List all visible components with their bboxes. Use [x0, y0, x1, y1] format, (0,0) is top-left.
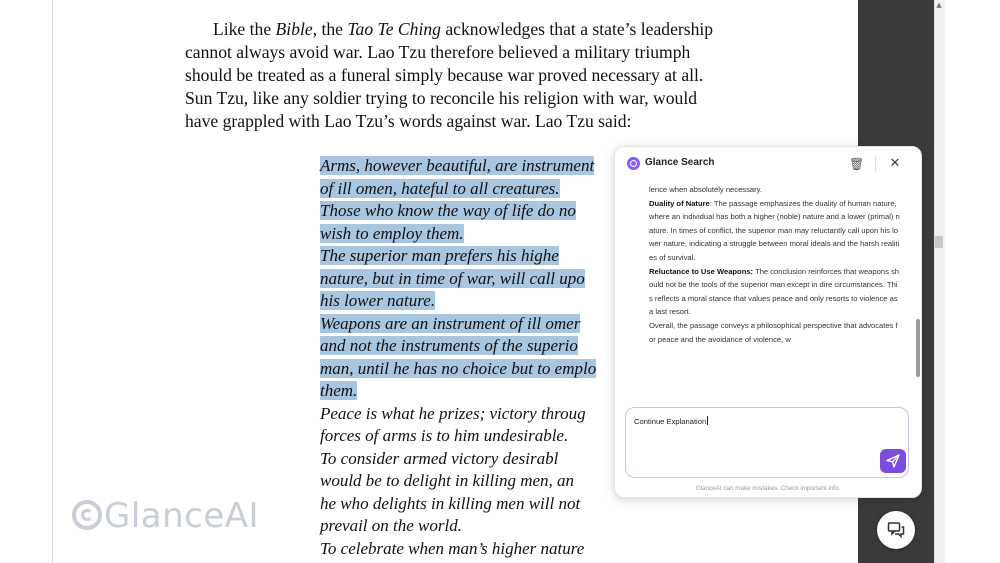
explanation-paragraph [649, 183, 901, 197]
highlighted-text: wish to employ them. [320, 223, 464, 243]
paragraph-line [185, 41, 757, 64]
verse-line [320, 515, 625, 538]
message-input-value[interactable]: Continue Explanation [634, 417, 707, 426]
paragraph-line [185, 110, 757, 133]
explanation-heading: Duality of Nature [649, 198, 710, 208]
document-paragraph [185, 18, 757, 133]
verse-line [320, 268, 625, 291]
verse-line [320, 380, 625, 403]
chat-icon [887, 521, 905, 539]
explanation-text: The conclusion reinforces that weapons should not be the tools of the superior man except in dire circumstances. This reflects a moral stance that values peace and only resorts to violence as a last resort. [649, 266, 900, 317]
highlighted-text: them. [320, 381, 358, 400]
explanation-text: lence when absolutely necessary. [649, 185, 762, 194]
verse-line [320, 470, 625, 493]
verse-text: To consider armed victory desirabl [320, 448, 559, 468]
message-input[interactable] [625, 407, 909, 478]
paragraph-text: Like the [213, 19, 276, 39]
verse-line [320, 335, 625, 358]
trash-icon[interactable]: 🗑 [849, 157, 865, 171]
panel-title: Glance Search [645, 157, 715, 168]
highlighted-text: Arms, however beautiful, are instrument [320, 156, 595, 175]
chat-button[interactable] [877, 511, 915, 549]
verse-text: he who delights in killing men will not [320, 493, 581, 513]
paragraph-line [185, 18, 757, 41]
highlighted-text: nature, but in time of war, will call upo [320, 268, 585, 288]
explanation-paragraph [649, 265, 901, 319]
paragraph-text: Sun Tzu, like any soldier trying to reconcile his religion with war, would [185, 88, 698, 108]
send-button[interactable] [880, 449, 906, 473]
paragraph-text: cannot always avoid war. Lao Tzu therefore believed a military triumph [185, 42, 691, 62]
paragraph-line [185, 87, 757, 110]
close-icon[interactable]: ✕ [889, 156, 901, 171]
highlighted-text: Weapons are an instrument of ill omer [320, 313, 581, 333]
highlighted-text: The superior man prefers his highe [320, 246, 559, 265]
page-scrollbar-thumb[interactable] [935, 236, 943, 248]
paragraph-text: have grappled with Lao Tzu’s words against war. Lao Tzu said: [185, 111, 632, 131]
explanation-content [649, 183, 901, 395]
send-icon [886, 454, 900, 468]
panel-scrollbar-thumb[interactable] [916, 319, 920, 377]
paragraph-text: , the [312, 19, 348, 39]
italic-title: Tao Te Ching [347, 19, 441, 39]
verse-line [320, 448, 625, 471]
header-divider [875, 156, 876, 172]
glance-logo-icon [72, 500, 102, 530]
italic-title: Bible [275, 19, 313, 39]
paragraph-text: acknowledges that a state’s leadership [440, 19, 714, 39]
verse-text: forces of arms is to him undesirable. [320, 426, 569, 445]
highlighted-text: and not the instruments of the superio [320, 336, 578, 355]
paragraph-line [185, 64, 757, 87]
page-scrollbar[interactable] [934, 0, 945, 563]
explanation-text: Overall, the passage conveys a philosophical perspective that advocates for peace and the avoidance of violence, w [649, 320, 898, 344]
verse-line [320, 313, 625, 336]
glance-search-panel [614, 146, 922, 498]
verse-line [320, 245, 625, 268]
verse-text: prevail on the world. [320, 516, 462, 535]
watermark-text: GlanceAI [104, 496, 260, 536]
verse-line [320, 200, 625, 223]
verse-quote [320, 155, 625, 560]
highlighted-text: of ill omen, hateful to all creatures. [320, 178, 560, 198]
disclaimer: GlanceAI can make mistakes. Check important info. [695, 485, 841, 492]
explanation-text: : The passage emphasizes the duality of human nature, where an individual has both a higher (noble) nature and a lower (primal) nature. In times of conflict, the superior man may reluctantly call upon his lower nature, indicating a struggle between moral ideals and the harsh realities of survival. [649, 198, 900, 262]
highlighted-text: Those who know the way of life do no [320, 201, 576, 220]
explanation-paragraph [649, 197, 901, 265]
highlighted-text: his lower nature. [320, 291, 436, 310]
verse-line [320, 493, 625, 516]
verse-line [320, 425, 625, 448]
explanation-heading: Reluctance to Use Weapons: [649, 266, 754, 276]
watermark [72, 496, 259, 536]
verse-line [320, 538, 625, 561]
panel-header [615, 147, 921, 181]
verse-text: To celebrate when man’s higher nature [320, 538, 585, 558]
verse-line [320, 155, 625, 178]
verse-line [320, 178, 625, 201]
verse-line [320, 403, 625, 426]
verse-text: would be to delight in killing men, an [320, 471, 575, 490]
verse-text: Peace is what he prizes; victory throug [320, 403, 586, 423]
verse-line [320, 290, 625, 313]
scroll-up-arrow-icon[interactable]: ▲ [936, 1, 942, 9]
glance-logo-icon [627, 157, 640, 170]
highlighted-text: man, until he has no choice but to emplo [320, 358, 597, 378]
verse-line [320, 358, 625, 381]
explanation-paragraph [649, 319, 901, 346]
paragraph-text: should be treated as a funeral simply because war proved necessary at all. [185, 65, 704, 85]
verse-line [320, 223, 625, 246]
